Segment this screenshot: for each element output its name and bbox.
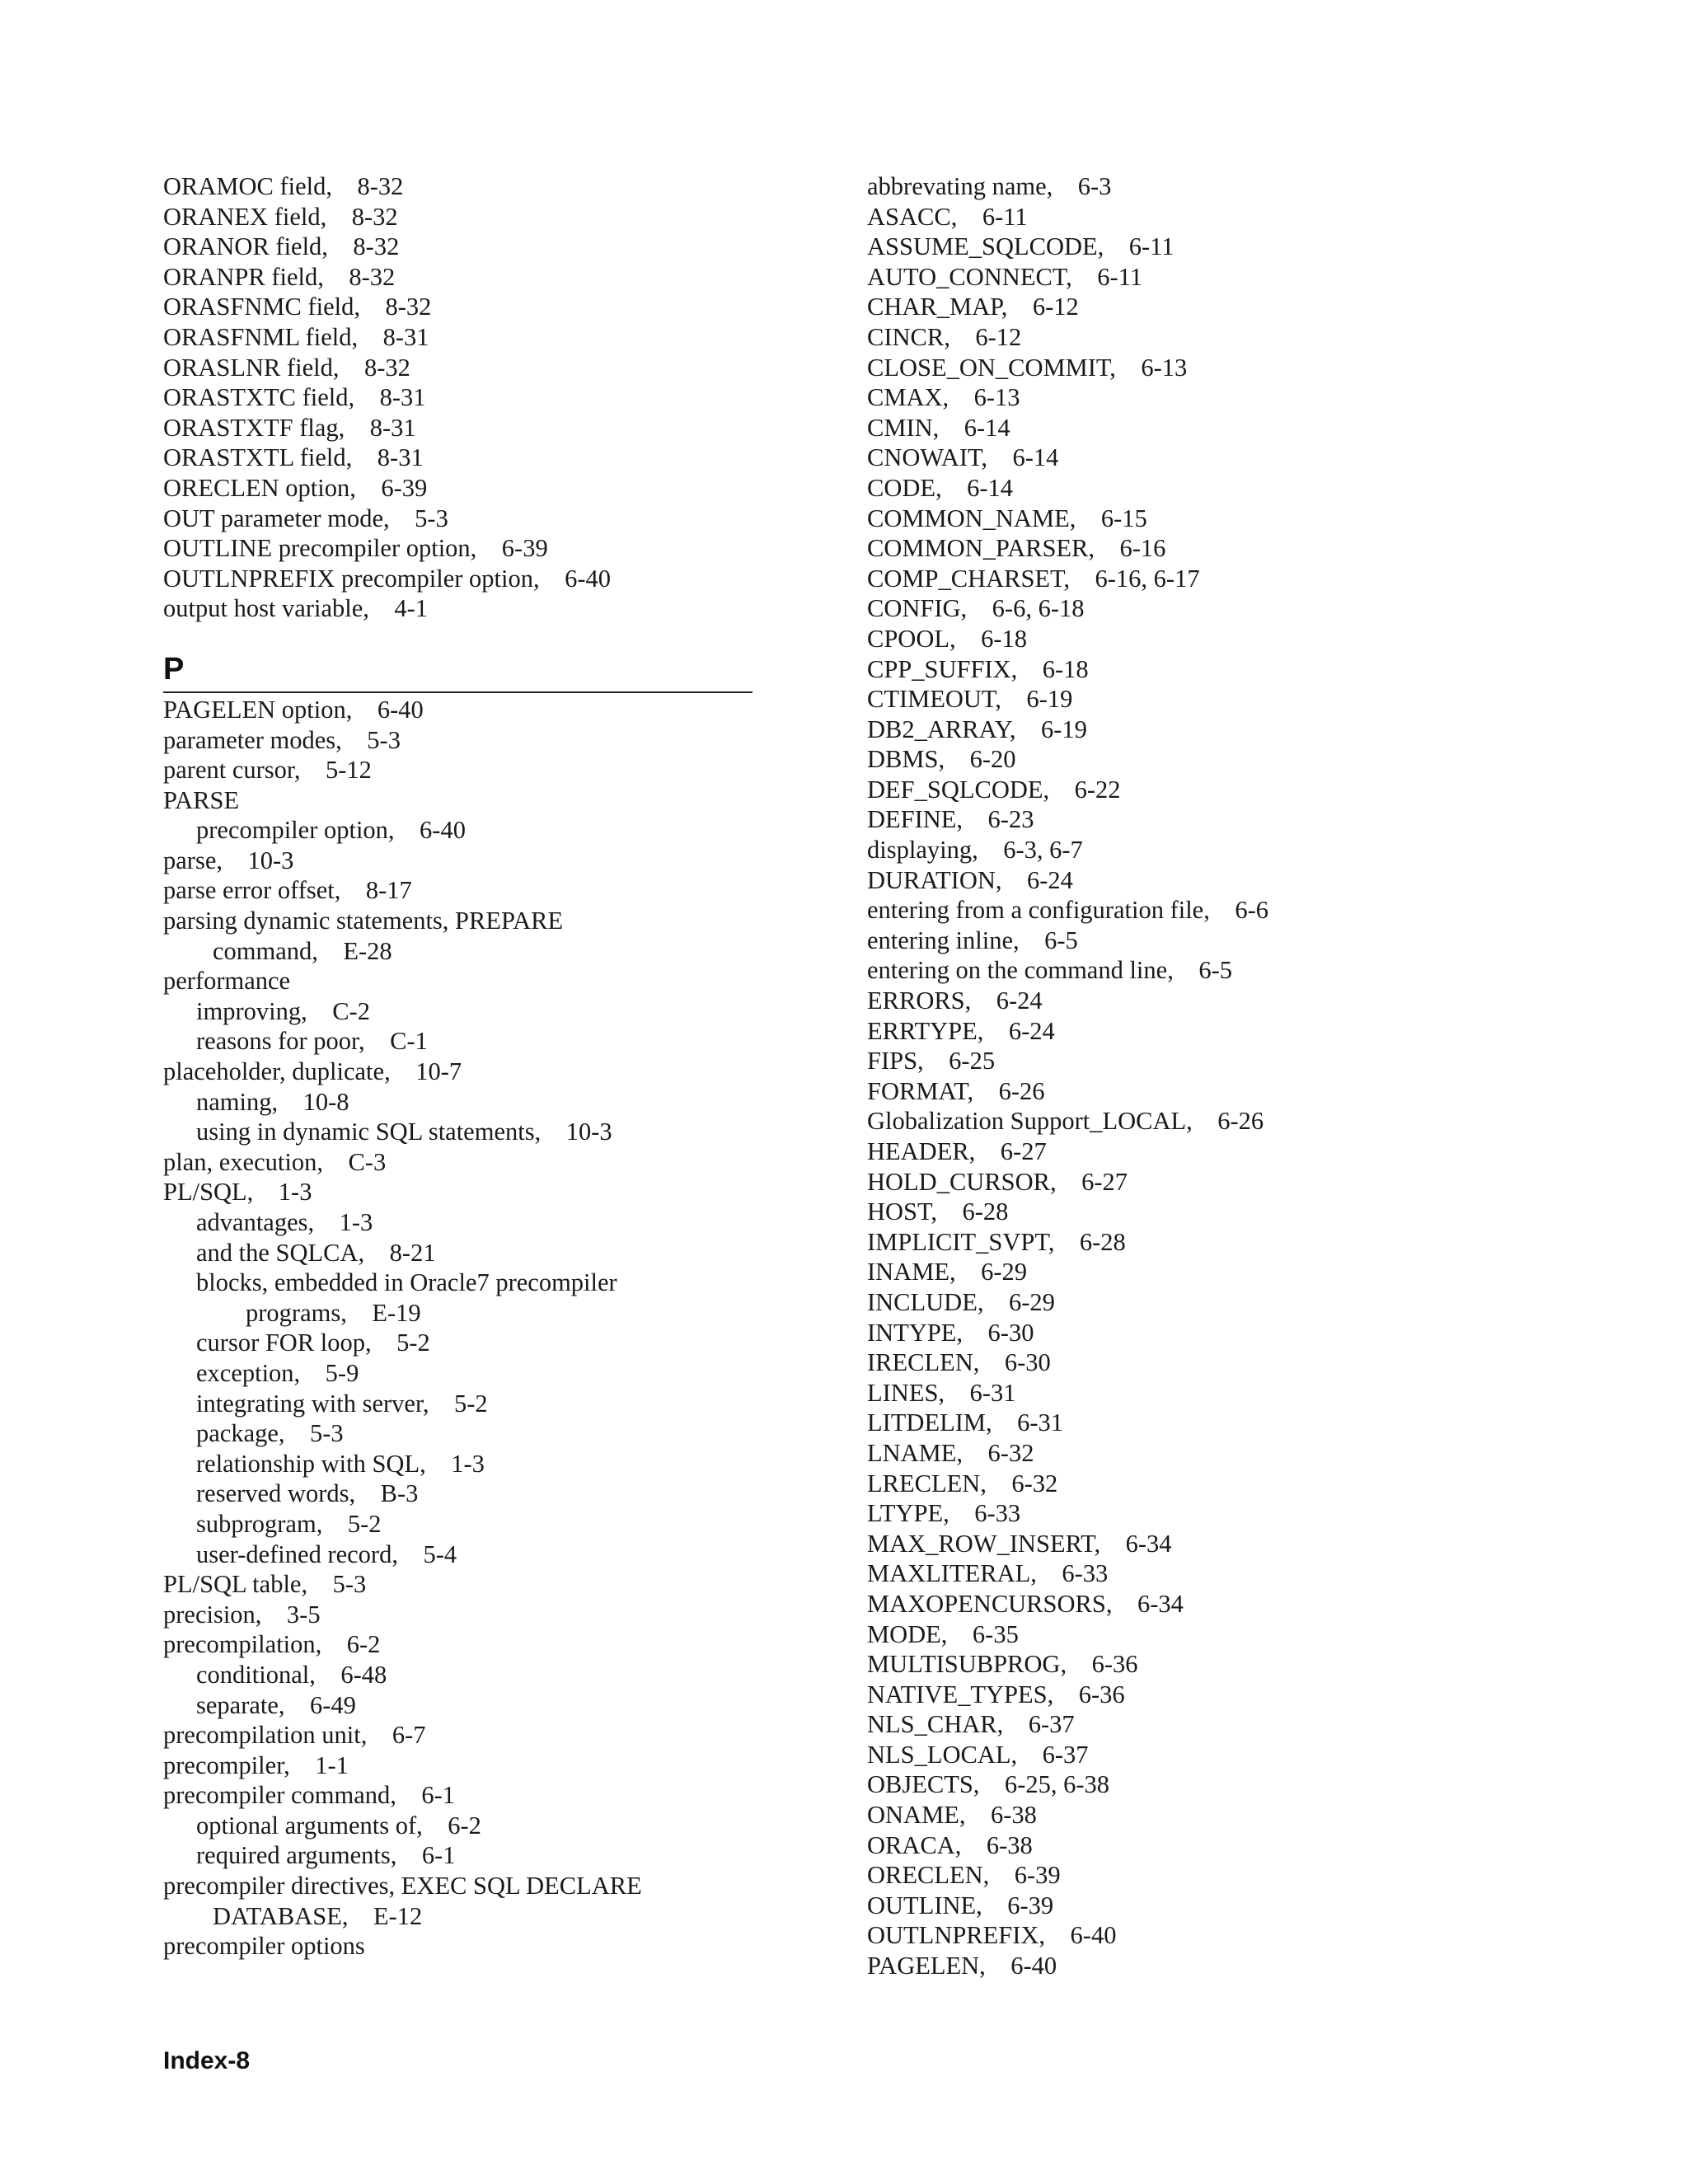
index-subentry: separate, 6-49: [196, 1690, 356, 1719]
index-entry: LITDELIM, 6-31: [867, 1408, 1064, 1437]
index-entry: COMP_CHARSET, 6-16, 6-17: [867, 564, 1200, 593]
index-entry: parameter modes, 5-3: [163, 725, 401, 754]
index-entry: NLS_LOCAL, 6-37: [867, 1740, 1089, 1769]
index-entry: INAME, 6-29: [867, 1258, 1027, 1286]
index-entry: ORECLEN option, 6-39: [163, 473, 428, 502]
index-subentry: precompiler option, 6-40: [196, 816, 466, 845]
index-entry: ORECLEN, 6-39: [867, 1861, 1061, 1890]
index-entry: OUTLNPREFIX, 6-40: [867, 1921, 1117, 1950]
index-entry: HEADER, 6-27: [867, 1137, 1047, 1165]
index-entry: INCLUDE, 6-29: [867, 1287, 1055, 1316]
index-entry: OUTLINE, 6-39: [867, 1891, 1054, 1919]
index-entry: CNOWAIT, 6-14: [867, 443, 1059, 472]
index-entry: MULTISUBPROG, 6-36: [867, 1650, 1138, 1679]
index-entry: parsing dynamic statements, PREPARE: [163, 907, 564, 935]
index-entry: precision, 3-5: [163, 1600, 321, 1629]
index-entry: placeholder, duplicate, 10-7: [163, 1057, 462, 1086]
index-entry: CONFIG, 6-6, 6-18: [867, 594, 1085, 623]
index-entry: ERRTYPE, 6-24: [867, 1016, 1055, 1045]
index-entry: AUTO_CONNECT, 6-11: [867, 262, 1143, 291]
index-entry: DB2_ARRAY, 6-19: [867, 715, 1087, 743]
index-subentry: blocks, embedded in Oracle7 precompiler: [196, 1268, 617, 1297]
index-subentry: relationship with SQL, 1-3: [196, 1449, 485, 1478]
index-column-left: [163, 171, 757, 1961]
index-entry: ASSUME_SQLCODE, 6-11: [867, 232, 1175, 261]
index-subentry: integrating with server, 5-2: [196, 1389, 488, 1418]
index-entry: ORASTXTL field, 8-31: [163, 443, 424, 472]
index-subentry: advantages, 1-3: [196, 1208, 373, 1236]
index-entry: OBJECTS, 6-25, 6-38: [867, 1770, 1109, 1799]
index-subentry: reserved words, B-3: [196, 1479, 419, 1508]
index-entry: ORASFNMC field, 8-32: [163, 293, 432, 321]
index-subentry: optional arguments of, 6-2: [196, 1811, 481, 1840]
index-entry: Globalization Support_LOCAL, 6-26: [867, 1107, 1264, 1136]
index-entry: DEF_SQLCODE, 6-22: [867, 775, 1121, 804]
index-entry: precompilation, 6-2: [163, 1630, 381, 1659]
index-entry: HOST, 6-28: [867, 1197, 1009, 1226]
index-subentry: improving, C-2: [196, 996, 370, 1025]
index-entry: LNAME, 6-32: [867, 1438, 1034, 1467]
index-entry: CLOSE_ON_COMMIT, 6-13: [867, 353, 1188, 382]
index-block-p: [163, 695, 757, 1961]
index-entry: PL/SQL, 1-3: [163, 1178, 312, 1207]
index-entry-continuation: DATABASE, E-12: [213, 1901, 423, 1930]
index-entry: CTIMEOUT, 6-19: [867, 685, 1073, 714]
index-subentry: cursor FOR loop, 5-2: [196, 1329, 430, 1357]
index-entry: precompiler options: [163, 1932, 365, 1961]
index-entry: precompiler, 1-1: [163, 1750, 349, 1779]
index-entry: plan, execution, C-3: [163, 1147, 387, 1176]
index-entry: ORASFNML field, 8-31: [163, 322, 429, 351]
index-entry: LRECLEN, 6-32: [867, 1469, 1058, 1497]
index-entry: ORANOR field, 8-32: [163, 232, 400, 261]
index-entry: HOLD_CURSOR, 6-27: [867, 1167, 1128, 1196]
index-entry: ORANEX field, 8-32: [163, 202, 398, 231]
index-entry: FORMAT, 6-26: [867, 1076, 1045, 1105]
index-block-o: [163, 171, 757, 624]
index-entry: DEFINE, 6-23: [867, 805, 1034, 834]
index-entry: parse error offset, 8-17: [163, 876, 412, 905]
section-letter-heading: P: [163, 647, 753, 693]
index-entry: OUTLNPREFIX precompiler option, 6-40: [163, 564, 611, 593]
index-entry: output host variable, 4-1: [163, 594, 429, 623]
index-entry: CINCR, 6-12: [867, 322, 1022, 351]
index-entry: precompilation unit, 6-7: [163, 1721, 426, 1750]
index-entry: entering inline, 6-5: [867, 926, 1078, 954]
index-entry: entering on the command line, 6-5: [867, 956, 1232, 985]
index-subentry: required arguments, 6-1: [196, 1841, 456, 1870]
index-entry: CPP_SUFFIX, 6-18: [867, 654, 1089, 683]
index-entry: precompiler command, 6-1: [163, 1781, 456, 1810]
index-entry: LINES, 6-31: [867, 1378, 1016, 1407]
index-entry: PARSE: [163, 785, 240, 814]
index-entry: ERRORS, 6-24: [867, 987, 1043, 1015]
index-entry: displaying, 6-3, 6-7: [867, 836, 1083, 865]
index-entry: IMPLICIT_SVPT, 6-28: [867, 1227, 1126, 1256]
index-entry: CODE, 6-14: [867, 473, 1014, 502]
index-entry: CPOOL, 6-18: [867, 624, 1028, 653]
page-footer-label: Index-8: [163, 2047, 251, 2074]
index-entry: CMIN, 6-14: [867, 413, 1010, 442]
index-entry: FIPS, 6-25: [867, 1047, 996, 1076]
index-entry: performance: [163, 967, 291, 996]
index-subentry: and the SQLCA, 8-21: [196, 1238, 436, 1267]
index-entry: abbrevating name, 6-3: [867, 172, 1112, 200]
index-entry: ASACC, 6-11: [867, 202, 1028, 231]
index-entry: IRECLEN, 6-30: [867, 1348, 1051, 1377]
index-entry: LTYPE, 6-33: [867, 1499, 1021, 1528]
index-entry: entering from a configuration file, 6-6: [867, 896, 1268, 925]
index-entry: COMMON_PARSER, 6-16: [867, 534, 1166, 563]
index-entry: ORACA, 6-38: [867, 1830, 1033, 1859]
index-subentry: package, 5-3: [196, 1419, 344, 1448]
index-entry: MODE, 6-35: [867, 1619, 1019, 1648]
index-subentry: user-defined record, 5-4: [196, 1540, 457, 1568]
index-subentry: subprogram, 5-2: [196, 1509, 382, 1538]
index-column-right: [867, 171, 1576, 1981]
index-entry: parse, 10-3: [163, 846, 294, 874]
index-entry: ORASTXTC field, 8-31: [163, 383, 426, 412]
index-entry: CMAX, 6-13: [867, 383, 1020, 412]
index-entry: parent cursor, 5-12: [163, 756, 372, 785]
index-subentry: conditional, 6-48: [196, 1660, 387, 1689]
index-subentry: exception, 5-9: [196, 1358, 359, 1387]
index-entry: NLS_CHAR, 6-37: [867, 1710, 1075, 1739]
index-entry: ORAMOC field, 8-32: [163, 172, 404, 200]
index-entry: OUTLINE precompiler option, 6-39: [163, 534, 548, 563]
index-entry: DBMS, 6-20: [867, 745, 1016, 774]
index-subentry: naming, 10-8: [196, 1087, 349, 1116]
index-entry: PAGELEN option, 6-40: [163, 695, 424, 724]
index-entry: COMMON_NAME, 6-15: [867, 504, 1147, 532]
index-entry: MAX_ROW_INSERT, 6-34: [867, 1529, 1172, 1558]
index-entry: precompiler directives, EXEC SQL DECLARE: [163, 1872, 642, 1900]
index-entry: OUT parameter mode, 5-3: [163, 504, 448, 532]
index-entry: INTYPE, 6-30: [867, 1318, 1034, 1347]
index-entry-continuation: command, E-28: [213, 936, 392, 965]
index-entry: ORANPR field, 8-32: [163, 262, 396, 291]
index-entry: MAXLITERAL, 6-33: [867, 1559, 1109, 1588]
index-entry: MAXOPENCURSORS, 6-34: [867, 1589, 1184, 1618]
index-entry: ORASTXTF flag, 8-31: [163, 413, 416, 442]
index-subentry: reasons for poor, C-1: [196, 1027, 428, 1056]
index-entry: CHAR_MAP, 6-12: [867, 293, 1079, 321]
index-entry: PL/SQL table, 5-3: [163, 1570, 367, 1599]
index-entry: ONAME, 6-38: [867, 1801, 1037, 1830]
index-entry: PAGELEN, 6-40: [867, 1952, 1057, 1980]
index-entry: DURATION, 6-24: [867, 865, 1073, 894]
index-entry-continuation: programs, E-19: [246, 1298, 421, 1327]
index-subentry: using in dynamic SQL statements, 10-3: [196, 1118, 612, 1146]
index-entry: NATIVE_TYPES, 6-36: [867, 1680, 1125, 1708]
index-entry: ORASLNR field, 8-32: [163, 353, 410, 382]
